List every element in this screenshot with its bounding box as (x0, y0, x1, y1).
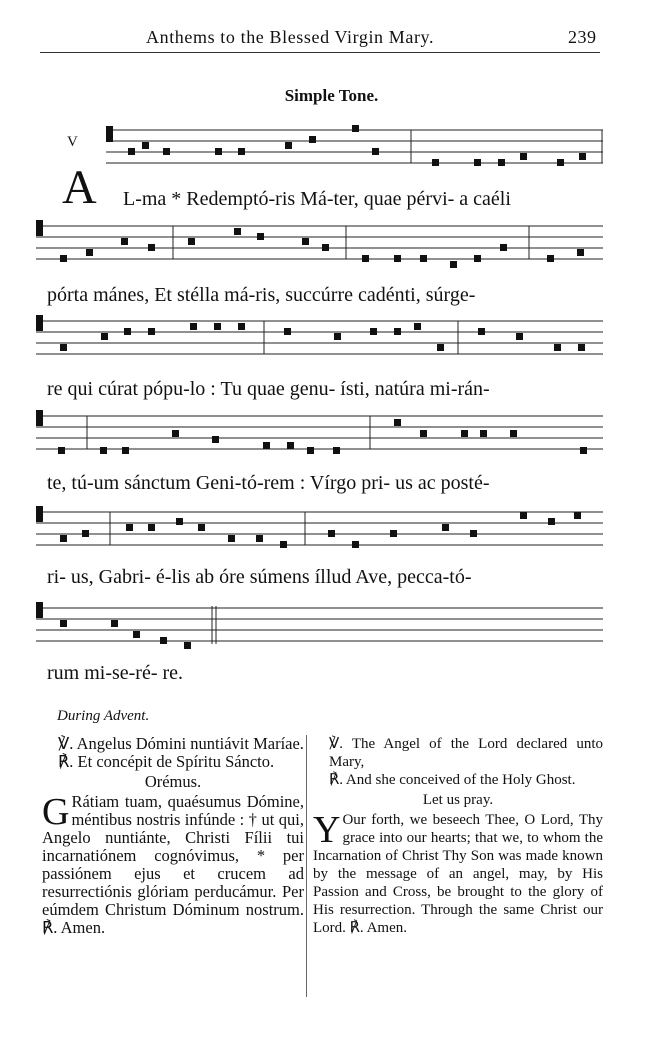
latin-oremus: Orémus. (144, 772, 202, 791)
staff-6 (0, 598, 663, 658)
lyric-line-4: te, tú-um sánctum Geni-tó-rem : Vírgo pri- us ac posté- (47, 472, 490, 494)
english-versicle: ℣. The Angel of the Lord declared unto Mary, (329, 736, 603, 770)
staff-1 (0, 120, 663, 180)
latin-versicle: ℣. Angelus Dómini nuntiávit Maríae. (58, 734, 304, 753)
staff-2 (0, 216, 663, 276)
running-title: Anthems to the Blessed Virgin Mary. (146, 27, 435, 47)
clef (36, 602, 43, 618)
english-prayer (313, 811, 603, 937)
english-prayer-rest: that we, to whom the Incarnation of Christ Thy Son was made known by the message of an angel, may, by His Passion and Cross, be brought to the glory of His resurrection. Through the same Christ our Lord. ℟. Amen. (313, 830, 604, 936)
page-number: 239 (568, 27, 597, 47)
clef (106, 126, 113, 142)
staff-4 (0, 406, 663, 466)
clef (36, 220, 43, 236)
page-header (0, 0, 663, 60)
latin-prayer-rest: infúnde : † ut qui, Angelo nuntiánte, Christi Fílii tui incarnatiónem cognóvimus, * per passiónem ejus et crucem ad resurrectiónis glóriam perducámur. Per eúmdem Christum Dóminum nostrum. ℟. Amen. (42, 810, 305, 937)
staff-3 (0, 311, 663, 371)
column-divider (306, 735, 307, 997)
advent-label: During Advent. (57, 708, 150, 724)
english-oremus: Let us pray. (422, 792, 494, 808)
english-drop-cap: Y (313, 809, 341, 851)
staff-5 (0, 502, 663, 562)
english-column (313, 735, 603, 937)
latin-prayer-first: Rátiam tuam, quaésumus Dómine, méntibus nostris (71, 792, 304, 829)
mode-label: V (67, 134, 78, 150)
clef (36, 506, 43, 522)
latin-column (42, 735, 304, 937)
english-response: ℟. And she conceived of the Holy Ghost. (329, 772, 576, 788)
header-rule (40, 52, 600, 53)
lyric-line-2: pórta mánes, Et stélla má-ris, succúrre cadénti, súrge- (47, 284, 476, 306)
initial-letter: A (62, 161, 97, 214)
latin-prayer (42, 793, 304, 937)
english-prayer-first: Our forth, we beseech Thee, O Lord, Thy grace into our hearts; (342, 812, 603, 846)
section-title: Simple Tone. (284, 86, 379, 105)
latin-response: ℟. Et concépit de Spíritu Sáncto. (58, 752, 275, 771)
clef (36, 315, 43, 331)
lyric-line-5: ri- us, Gabri- é-lis ab óre súmens íllud Ave, pecca-tó- (47, 566, 472, 588)
latin-drop-cap: G (42, 791, 70, 833)
lyric-line-1: L-ma * Redemptó-ris Má-ter, quae pérvi- a caéli (123, 188, 511, 210)
lyric-line-6: rum mi-se-ré- re. (47, 662, 184, 684)
lyric-line-3: re qui cúrat pópu-lo : Tu quae genu- ísti, natúra mi-rán- (47, 378, 490, 400)
clef (36, 410, 43, 426)
